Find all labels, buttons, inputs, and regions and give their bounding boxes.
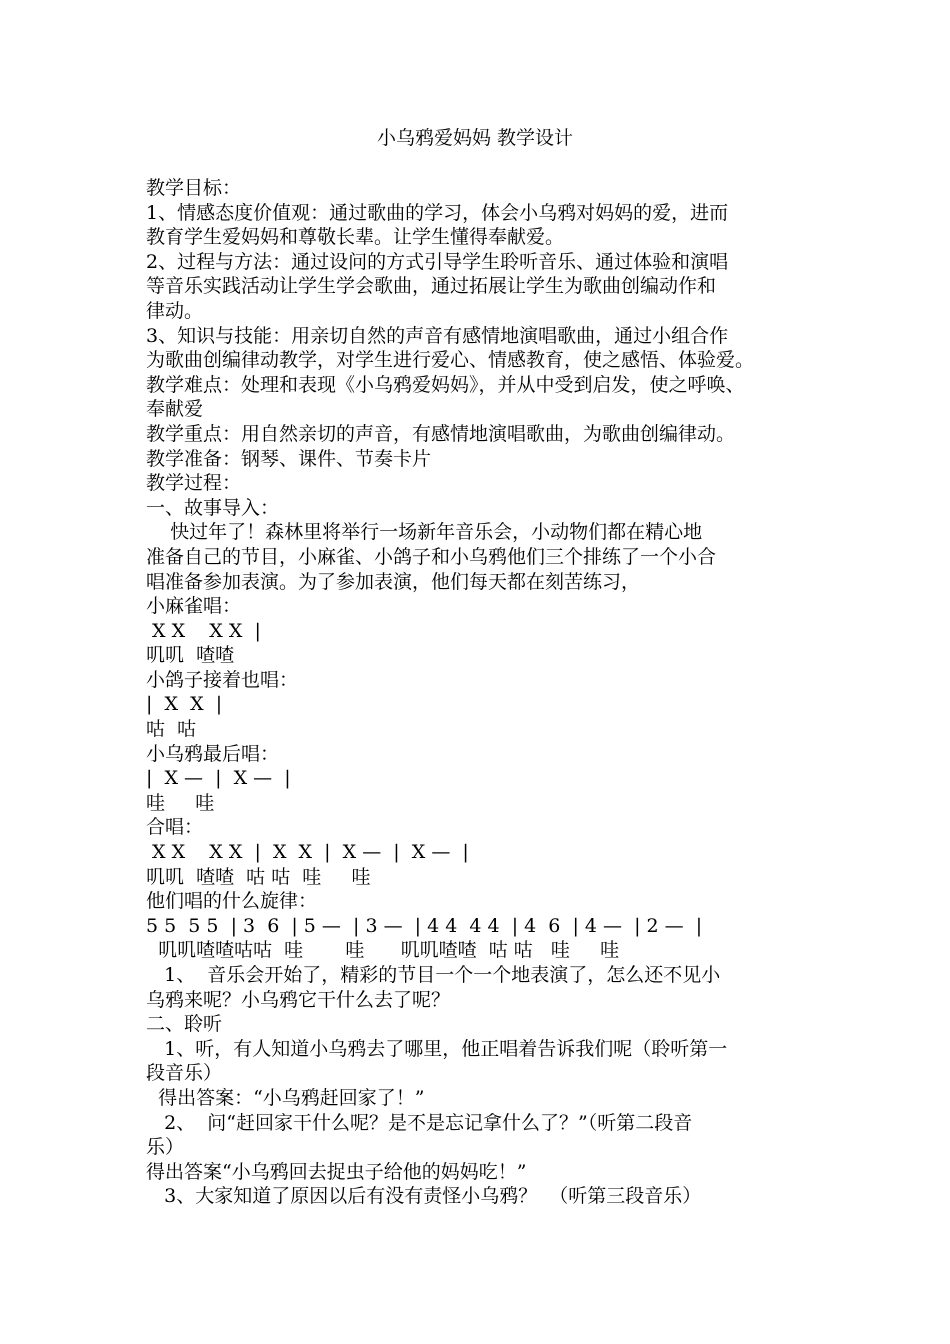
text-line: 得出答案：“小乌鸦赶回家了！”	[146, 1086, 425, 1109]
text-line: 乌鸦来呢？小乌鸦它干什么去了呢？	[146, 988, 451, 1011]
text-line: 咕 咕	[146, 718, 197, 741]
text-line: 叽叽喳喳咕咕 哇 哇 叽叽喳喳 咕 咕 哇 哇	[146, 939, 620, 962]
text-line: 他们唱的什么旋律：	[146, 890, 318, 913]
text-line: 乐）	[146, 1136, 185, 1159]
text-line: 奉献爱	[146, 398, 204, 421]
text-line: X X X X | X X | X — | X — |	[146, 841, 469, 864]
text-line: 1、听，有人知道小乌鸦去了哪里，他正唱着告诉我们呢（聆听第一	[146, 1037, 728, 1060]
text-line: 哇 哇	[146, 791, 215, 814]
text-line: 叽叽 喳喳 咕 咕 哇 哇	[146, 865, 371, 888]
text-line: 2、过程与方法：通过设问的方式引导学生聆听音乐、通过体验和演唱	[146, 250, 729, 273]
text-line: 快过年了！森林里将举行一场新年音乐会，小动物们都在精心地	[146, 521, 703, 544]
text-line: 唱准备参加表演。为了参加表演，他们每天都在刻苦练习，	[146, 570, 641, 593]
text-line: 1、 音乐会开始了，精彩的节目一个一个地表演了，怎么还不见小	[146, 964, 721, 986]
text-line: 得出答案“小乌鸦回去捉虫子给他的妈妈吃！”	[146, 1160, 527, 1183]
text-line: 一、故事导入：	[146, 496, 280, 519]
text-line: 叽叽 喳喳	[146, 644, 235, 667]
text-line: | X — | X — |	[146, 767, 291, 790]
text-line: 准备自己的节目，小麻雀、小鸽子和小乌鸦他们三个排练了一个小合	[146, 545, 717, 568]
text-line: 教学目标：	[146, 177, 242, 199]
text-line: 等音乐实践活动让学生学会歌曲，通过拓展让学生为歌曲创编动作和	[146, 275, 717, 298]
text-line: 3、知识与技能：用亲切自然的声音有感情地演唱歌曲，通过小组合作	[146, 324, 729, 347]
text-line: 3、大家知道了原因以后有没有责怪小乌鸦？ （听第三段音乐）	[146, 1185, 702, 1208]
text-line: 段音乐）	[146, 1062, 223, 1085]
document-body	[146, 176, 826, 1209]
document-title: 小乌鸦爱妈妈 教学设计	[376, 127, 574, 149]
text-line: 小麻雀唱：	[146, 595, 242, 618]
text-line: | X X |	[146, 693, 223, 716]
text-line: 律动。	[146, 299, 204, 322]
text-line: 教学难点：处理和表现《小乌鸦爱妈妈》，并从中受到启发，使之呼唤、	[146, 373, 745, 396]
text-line: 1、情感态度价值观：通过歌曲的学习，体会小乌鸦对妈妈的爱，进而	[146, 201, 729, 224]
text-line: 教学重点：用自然亲切的声音，有感情地演唱歌曲，为歌曲创编律动。	[146, 422, 736, 445]
text-line: 5 5 5 5 | 3 6 | 5 — | 3 — | 4 4 4 4 | 4 6 | 4 — | 2 — |	[146, 914, 703, 937]
text-line: 小鸽子接着也唱：	[146, 668, 299, 691]
text-line: 为歌曲创编律动教学，对学生进行爱心、情感教育，使之感悟、体验爱。	[146, 349, 755, 372]
text-line: 合唱：	[146, 816, 204, 839]
text-line: 教学准备：钢琴、课件、节奏卡片	[146, 447, 432, 470]
text-line: X X X X |	[146, 619, 261, 642]
text-line: 小乌鸦最后唱：	[146, 742, 280, 765]
text-line: 教育学生爱妈妈和尊敬长辈。让学生懂得奉献爱。	[146, 226, 565, 249]
text-line: 2、 问“赶回家干什么呢？是不是忘记拿什么了？”（听第二段音	[146, 1111, 693, 1134]
text-line: 二、聆听	[146, 1013, 223, 1036]
text-line: 教学过程：	[146, 472, 242, 495]
